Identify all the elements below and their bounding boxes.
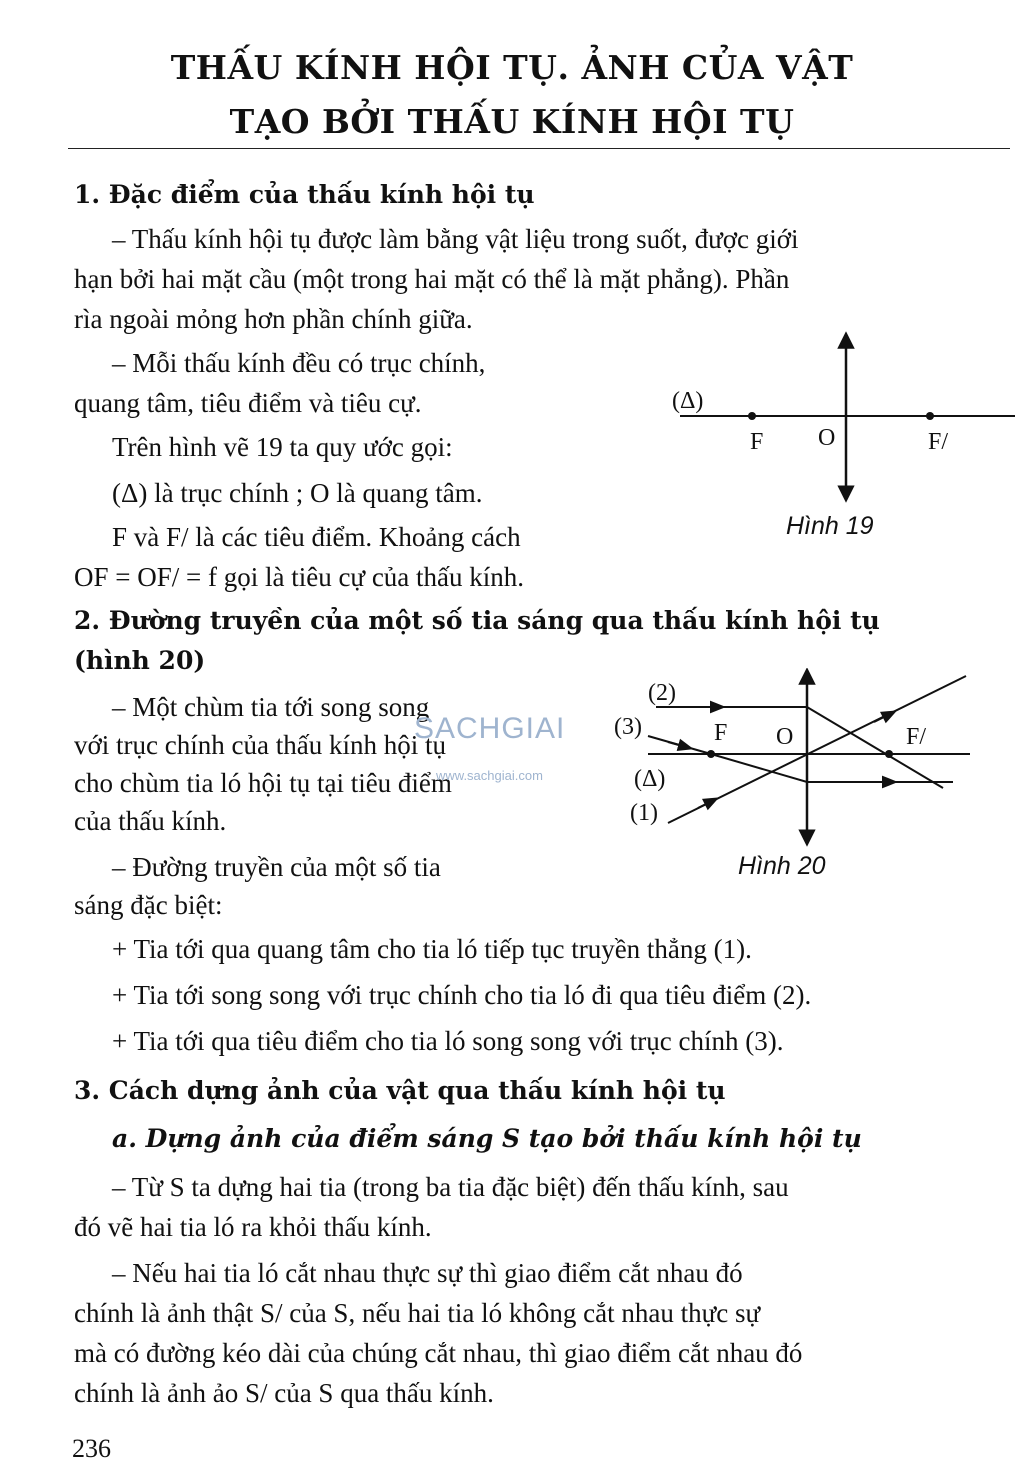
- o-label: O: [776, 724, 794, 750]
- watermark-url: www.sachgiai.com: [436, 768, 543, 783]
- f-prime-label: F/: [906, 724, 927, 750]
- page-title-line-1: THẤU KÍNH HỘI TỤ. ẢNH CỦA VẬT: [170, 48, 854, 87]
- section-1-para-2-line-2: quang tâm, tiêu điểm và tiêu cự.: [74, 388, 422, 418]
- section-2-para-1-line-1: – Một chùm tia tới song song: [112, 692, 430, 722]
- title-rule: [68, 148, 1010, 149]
- focal-point-f-dot: [707, 750, 715, 758]
- section-3-subheading-a: a. Dựng ảnh của điểm sáng S tạo bởi thấu kính hội tụ: [112, 1124, 862, 1153]
- o-label: O: [818, 425, 836, 451]
- section-2-para-2-line-1: – Đường truyền của một số tia: [112, 852, 441, 882]
- section-3-para-1-line-1: – Từ S ta dựng hai tia (trong ba tia đặc biệt) đến thấu kính, sau: [112, 1172, 789, 1202]
- section-2-para-1-line-3: cho chùm tia ló hội tụ tại tiêu điểm: [74, 768, 452, 798]
- figure-20-diagram: [608, 668, 1018, 850]
- f-label: F: [750, 429, 764, 455]
- section-1-para-1-line-2: hạn bởi hai mặt cầu (một trong hai mặt có thể là mặt phẳng). Phần: [74, 264, 790, 294]
- section-2-para-1-line-2: với trục chính của thấu kính hội tụ: [74, 730, 446, 760]
- section-2-para-1-line-4: của thấu kính.: [74, 806, 227, 836]
- ray-2-label: (2): [648, 680, 676, 706]
- section-3-para-1-line-2: đó vẽ hai tia ló ra khỏi thấu kính.: [74, 1212, 432, 1242]
- page-number: 236: [72, 1434, 111, 1463]
- f-label: F: [714, 720, 728, 746]
- focal-point-f-prime-dot: [885, 750, 893, 758]
- section-2-heading-line-1: 2. Đường truyền của một số tia sáng qua thấu kính hội tụ: [74, 606, 880, 635]
- section-1-para-5-line-1: F và F/ là các tiêu điểm. Khoảng cách: [112, 522, 521, 552]
- section-1-para-1-line-1: – Thấu kính hội tụ được làm bằng vật liệu trong suốt, được giới: [112, 224, 799, 254]
- focal-point-f-prime-dot: [926, 412, 934, 420]
- section-3-para-2-line-1: – Nếu hai tia ló cắt nhau thực sự thì giao điểm cắt nhau đó: [112, 1258, 743, 1288]
- section-3-para-2-line-2: chính là ảnh thật S/ của S, nếu hai tia ló không cắt nhau thực sự: [74, 1298, 761, 1328]
- ray-1-out-arrow: [874, 714, 890, 722]
- special-ray-bullet-2: + Tia tới song song với trục chính cho tia ló đi qua tiêu điểm (2).: [112, 980, 812, 1010]
- axis-label: (Δ): [634, 766, 666, 792]
- focal-point-f-dot: [748, 412, 756, 420]
- section-1-para-2-line-1: – Mỗi thấu kính đều có trục chính,: [112, 348, 486, 378]
- section-3-heading: 3. Cách dựng ảnh của vật qua thấu kính hội tụ: [74, 1076, 726, 1105]
- section-1-heading: 1. Đặc điểm của thấu kính hội tụ: [74, 180, 535, 209]
- section-3-para-2-line-4: chính là ảnh ảo S/ của S qua thấu kính.: [74, 1378, 494, 1408]
- special-ray-bullet-1: + Tia tới qua quang tâm cho tia ló tiếp tục truyền thẳng (1).: [112, 934, 752, 964]
- section-1-para-4: (Δ) là trục chính ; O là quang tâm.: [112, 478, 483, 508]
- ray-1-label: (1): [630, 800, 658, 826]
- special-ray-bullet-3: + Tia tới qua tiêu điểm cho tia ló song song với trục chính (3).: [112, 1026, 784, 1056]
- figure-19-caption: Hình 19: [786, 512, 874, 540]
- ray-1-arrow: [698, 801, 712, 808]
- section-2-para-2-line-2: sáng đặc biệt:: [74, 890, 223, 920]
- section-2-heading-line-2: (hình 20): [74, 646, 206, 675]
- f-prime-label: F/: [928, 429, 949, 455]
- watermark-brand: SACHGIAI: [414, 712, 566, 745]
- section-1-para-3: Trên hình vẽ 19 ta quy ước gọi:: [112, 432, 453, 462]
- ray-3-label: (3): [614, 714, 642, 740]
- axis-label: (Δ): [672, 388, 704, 414]
- section-3-para-2-line-3: mà có đường kéo dài của chúng cắt nhau, thì giao điểm cắt nhau đó: [74, 1338, 803, 1368]
- figure-20-caption: Hình 20: [738, 852, 826, 880]
- section-1-para-5-line-2: OF = OF/ = f gọi là tiêu cự của thấu kính.: [74, 562, 525, 592]
- ray-2-path: [656, 707, 943, 788]
- section-1-para-1-line-3: rìa ngoài mỏng hơn phần chính giữa.: [74, 304, 473, 334]
- ray-3-arrow: [668, 742, 686, 747]
- page-title-line-2: TẠO BỞI THẤU KÍNH HỘI TỤ: [229, 102, 795, 141]
